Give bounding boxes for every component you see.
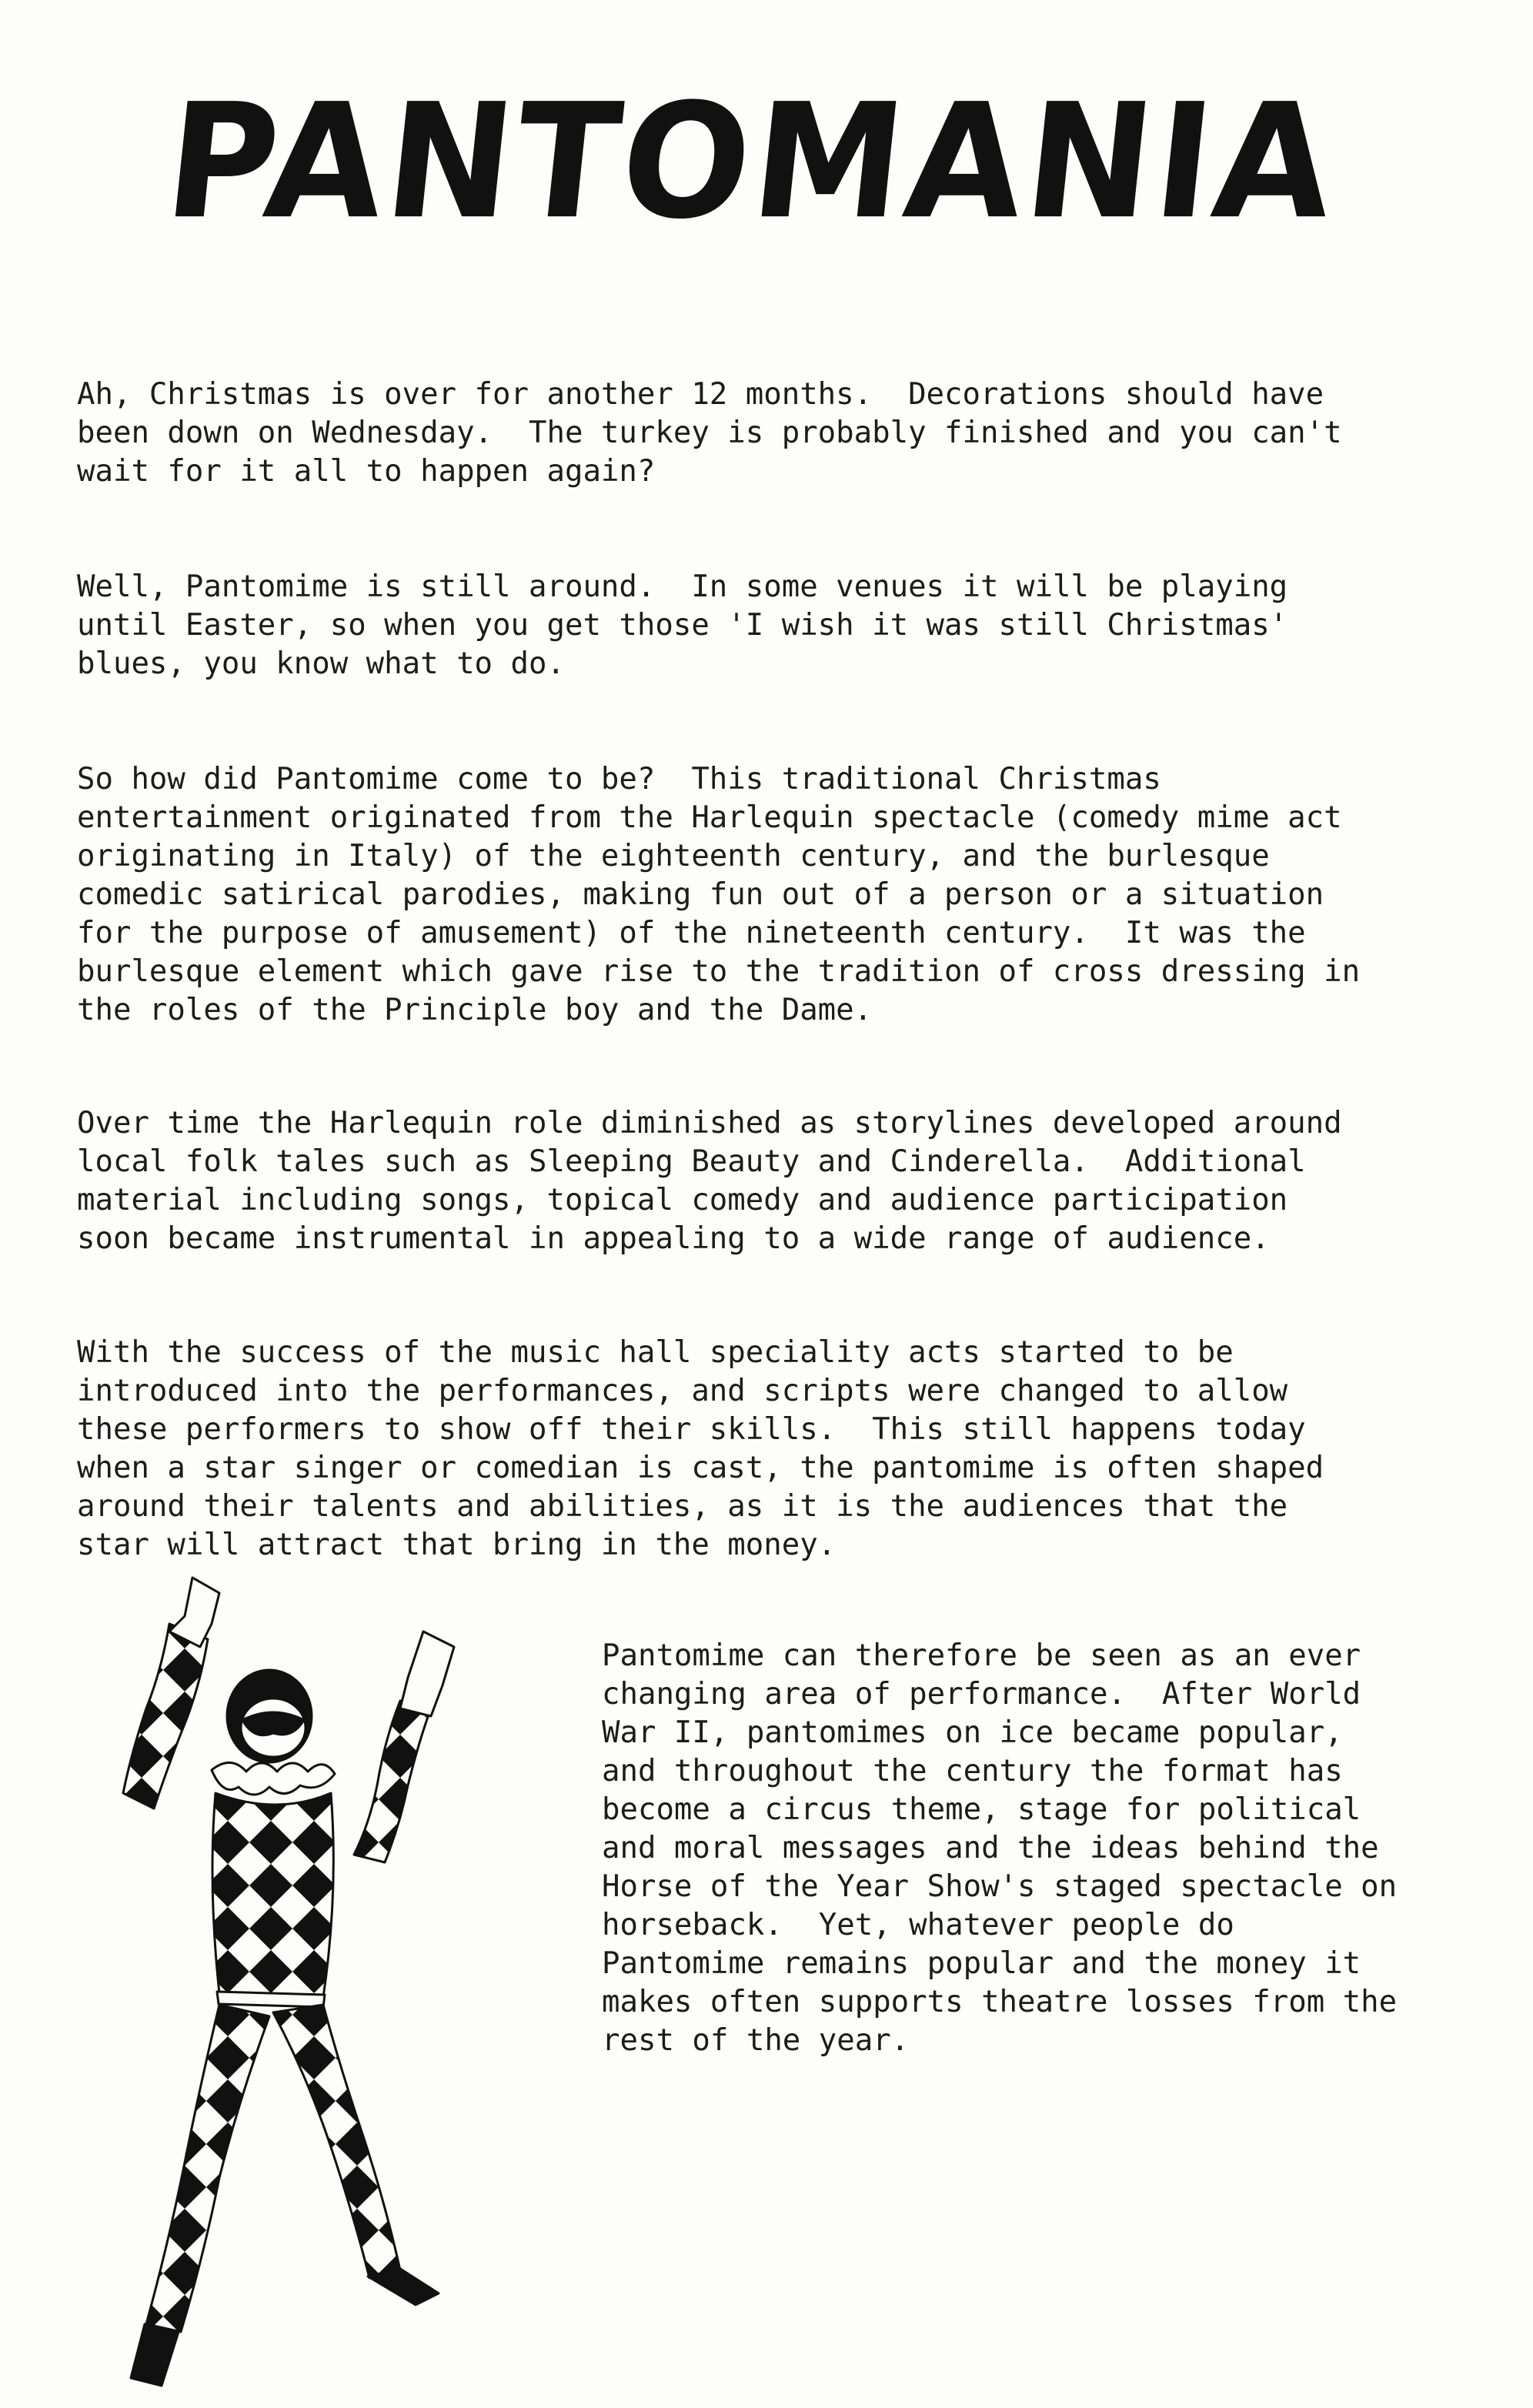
paragraph-christmas-over: Ah, Christmas is over for another 12 months. Decorations should have been down on Wednesday. The turkey is probably finished and you can't wait for it all to happen again? xyxy=(77,377,1342,489)
paragraph-pantomime-around: Well, Pantomime is still around. In some venues it will be playing until Easter, so when you get those 'I wish it was still Christmas' blues, you know what to do. xyxy=(77,569,1288,681)
paragraph-pantomime-origins: So how did Pantomime come to be? This traditional Christmas entertainment originated from the Harlequin spectacle (comedy mime act originating in Italy) of the eighteenth century, and the burlesque comedic satirical parodies, making fun out of a person or a situation for the purpose of amusement) of the nineteenth century. It was the burlesque element which gave rise to the tradition of cross dressing in the roles of the Principle boy and the Dame. xyxy=(77,762,1361,1027)
page-title: PANTOMANIA xyxy=(157,70,1344,255)
paragraph-harlequin-diminished: Over time the Harlequin role diminished as storylines developed around local folk tales such as Sleeping Beauty and Cinderella. Additional material including songs, topical comedy and audience participation soon became instrumental in appealing to a wide range of audience. xyxy=(77,1106,1342,1256)
paragraph-music-hall: With the success of the music hall speciality acts started to be introduced into the performances, and scripts were changed to allow these performers to show off their skills. This still happens today when a star singer or comedian is cast, the pantomime is often shaped around their talents and abilities, as it is the audiences that the star will attract that bring in the money. xyxy=(77,1335,1324,1562)
harlequin-illustration xyxy=(77,1562,508,2401)
paragraph-ever-changing: Pantomime can therefore be seen as an ever changing area of performance. After World War II, pantomimes on ice became popular, and throughout the century the format has become a circus theme, stage for political and moral messages and the ideas behind the Horse of the Year Show's staged spectacle on horseback. Yet, whatever people do Pantomime remains popular and the money it makes often supports theatre losses from the rest of the year. xyxy=(602,1638,1398,2058)
